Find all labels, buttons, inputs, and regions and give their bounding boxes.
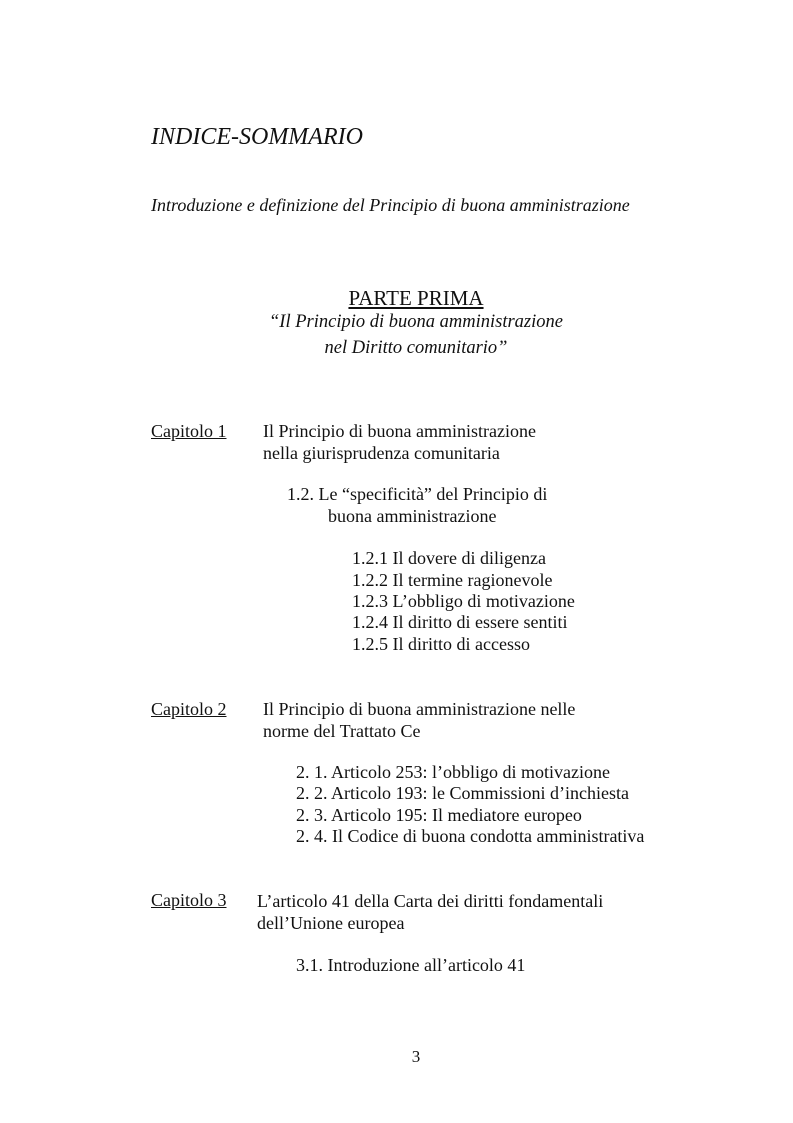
chapter-2-title-line-2: norme del Trattato Ce bbox=[263, 721, 421, 741]
chapter-2-label: Capitolo 2 bbox=[151, 699, 227, 719]
section-1-2-line-2: buona amministrazione bbox=[328, 506, 497, 526]
part-subtitle-line-1: “Il Principio di buona amministrazione bbox=[269, 312, 563, 332]
section-item: 2. 2. Articolo 193: le Commissioni d’inchiesta bbox=[296, 783, 629, 803]
section-item: 2. 4. Il Codice di buona condotta amministrativa bbox=[296, 826, 645, 846]
part-subtitle-line-2: nel Diritto comunitario” bbox=[324, 338, 508, 358]
subsection-item: 1.2.1 Il dovere di diligenza bbox=[352, 548, 546, 568]
subsection-item: 1.2.5 Il diritto di accesso bbox=[352, 634, 530, 654]
section-item: 3.1. Introduzione all’articolo 41 bbox=[296, 955, 526, 975]
page-number: 3 bbox=[411, 1047, 421, 1066]
chapter-1-title-line-2: nella giurisprudenza comunitaria bbox=[263, 443, 500, 463]
subsection-item: 1.2.2 Il termine ragionevole bbox=[352, 570, 553, 590]
chapter-3-title-line-1: L’articolo 41 della Carta dei diritti fondamentali bbox=[257, 891, 604, 911]
chapter-1-label: Capitolo 1 bbox=[151, 421, 227, 441]
chapter-3-title-line-2: dell’Unione europea bbox=[257, 913, 405, 933]
subsection-item: 1.2.4 Il diritto di essere sentiti bbox=[352, 612, 568, 632]
section-item: 2. 1. Articolo 253: l’obbligo di motivazione bbox=[296, 762, 610, 782]
chapter-3-label: Capitolo 3 bbox=[151, 890, 227, 910]
section-item: 2. 3. Articolo 195: Il mediatore europeo bbox=[296, 805, 582, 825]
section-1-2-line-1: 1.2. Le “specificità” del Principio di bbox=[287, 484, 548, 504]
subsection-item: 1.2.3 L’obbligo di motivazione bbox=[352, 591, 575, 611]
introduction-entry: Introduzione e definizione del Principio di buona amministrazione bbox=[151, 195, 630, 215]
part-heading: PARTE PRIMA bbox=[348, 286, 484, 310]
page-title: INDICE-SOMMARIO bbox=[151, 124, 363, 150]
chapter-2-title-line-1: Il Principio di buona amministrazione nelle bbox=[263, 699, 576, 719]
chapter-1-title-line-1: Il Principio di buona amministrazione bbox=[263, 421, 536, 441]
